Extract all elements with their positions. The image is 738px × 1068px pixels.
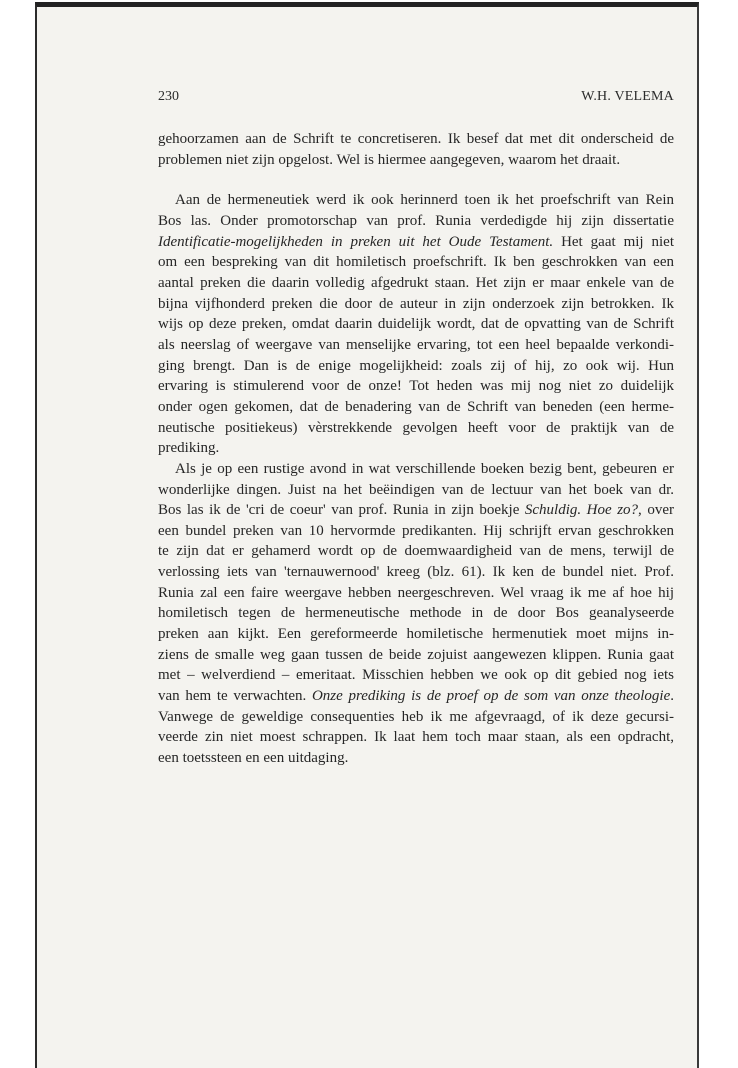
text-run: homiletisch tegen de hermeneutische methode in de door Bos geanalyseerde xyxy=(158,605,674,622)
text-line xyxy=(158,418,674,439)
text-run: verlossing iets van 'ternauwernood' kreeg (blz. 61). Ik ken de bundel niet. Prof. xyxy=(158,564,674,581)
text-run: met – welverdiend – emeritaat. Misschien hebben we ook op dit gebied nog iets xyxy=(158,667,674,684)
text-run: Aan de hermeneutiek werd ik ook herinnerd toen ik het proefschrift van Rein xyxy=(175,192,674,209)
text-line xyxy=(158,356,674,377)
running-head-author: W.H. VELEMA xyxy=(581,89,674,104)
text-line xyxy=(158,211,674,232)
text-line xyxy=(158,686,674,707)
text-line xyxy=(158,314,674,335)
text-run: als neerslag of weergave van menselijke ervaring, tot een heel bepaalde verkondi- xyxy=(158,336,674,353)
text-line xyxy=(158,232,674,253)
text-line xyxy=(158,521,674,542)
text-run: veerde zin niet moest schrappen. Ik laat hem toch maar staan, als een opdracht, xyxy=(158,729,674,746)
text-line xyxy=(158,583,674,604)
paragraph xyxy=(158,459,674,769)
text-run: prediking. xyxy=(158,440,220,457)
text-run: bijna vijfhonderd preken die door de auteur in zijn onderzoek zijn betrokken. Ik xyxy=(158,295,674,312)
text-line xyxy=(158,376,674,397)
text-run: neutische positiekeus) vèrstrekkende gevolgen heeft voor de praktijk van de xyxy=(158,419,674,436)
text-line xyxy=(158,459,674,480)
text-run: om een bespreking van dit homiletisch proefschrift. Ik ben geschrokken van een xyxy=(158,254,674,271)
text-line xyxy=(158,438,674,459)
text-run: Bos las ik de 'cri de coeur' van prof. Runia in zijn boekje xyxy=(158,502,525,519)
paragraph xyxy=(158,129,674,170)
text-line xyxy=(158,624,674,645)
text-line xyxy=(158,480,674,501)
text-run: wonderlijke dingen. Juist na het beëindigen van de lectuur van het boek van dr. xyxy=(158,481,674,498)
text-run: ziens de smalle weg gaan tussen de beide zojuist aangewezen klippen. Runia gaat xyxy=(158,646,674,663)
italic-text: Onze prediking is de proef op de som van onze theologie xyxy=(311,688,671,705)
text-run: . xyxy=(670,688,674,705)
text-run: van hem te verwachten. xyxy=(158,688,312,705)
text-line xyxy=(158,294,674,315)
page-number: 230 xyxy=(158,89,179,104)
text-run: wijs op deze preken, omdat daarin duidelijk wordt, dat de opvatting van de Schrift xyxy=(158,316,674,333)
text-run: Vanwege de geweldige consequenties heb ik me afgevraagd, of ik deze gecursi- xyxy=(158,708,674,725)
text-run: een bundel preken van 10 hervormde predikanten. Hij schrijft ervan geschrokken xyxy=(158,522,674,539)
text-line xyxy=(158,541,674,562)
text-line xyxy=(158,727,674,748)
text-run: Runia zal een faire weergave hebben neergeschreven. Wel vraag ik me af hoe hij xyxy=(158,584,674,601)
text-line xyxy=(158,129,674,150)
text-run: Het gaat mij niet xyxy=(553,233,675,250)
text-run: gehoorzamen aan de Schrift te concretiseren. Ik besef dat met dit onderscheid de xyxy=(158,131,674,147)
text-run: ervaring is stimulerend voor de onze! Tot heden was mij nog niet zo duidelijk xyxy=(158,378,674,395)
text-line xyxy=(158,252,674,273)
text-run: preken aan kijkt. Een gereformeerde homiletische hermenutiek moet mijns in- xyxy=(158,626,674,643)
text-line xyxy=(158,562,674,583)
text-run: , over xyxy=(638,502,674,519)
text-run: Als je op een rustige avond in wat verschillende boeken bezig bent, gebeuren er xyxy=(175,460,674,477)
text-line xyxy=(158,645,674,666)
text-run: ging brengt. Dan is de enige mogelijkheid: zoals zij of hij, zo ook wij. Hun xyxy=(158,357,674,374)
italic-text: Schuldig. Hoe zo? xyxy=(524,502,639,519)
text-run: een toetssteen en een uitdaging. xyxy=(158,750,349,767)
text-run: te zijn dat er gehamerd wordt op de doemwaardigheid van de mens, terwijl de xyxy=(158,543,674,560)
text-run: aantal preken die daarin volledig afgedrukt staan. Het zijn er maar enkele van de xyxy=(158,274,674,291)
text-line xyxy=(158,665,674,686)
text-line xyxy=(158,190,674,211)
text-run: Bos las. Onder promotorschap van prof. Runia verdedigde hij zijn dissertatie xyxy=(158,212,674,229)
page-header xyxy=(158,89,674,109)
text-line xyxy=(158,335,674,356)
text-line xyxy=(158,707,674,728)
italic-text: Identificatie-mogelijkheden in preken uit het Oude Testament. xyxy=(158,233,554,250)
text-run: onder ogen gekomen, dat de benadering van de Schrift van beneden (een herme- xyxy=(158,398,674,415)
paragraph xyxy=(158,190,674,459)
document-page xyxy=(35,2,699,1068)
text-run: problemen niet zijn opgelost. Wel is hiermee aangegeven, waarom het draait. xyxy=(158,151,621,168)
text-line xyxy=(158,150,674,171)
text-line xyxy=(158,748,674,769)
text-line xyxy=(158,397,674,418)
text-line xyxy=(158,500,674,521)
text-line xyxy=(158,273,674,294)
body-text xyxy=(158,129,674,769)
text-line xyxy=(158,603,674,624)
